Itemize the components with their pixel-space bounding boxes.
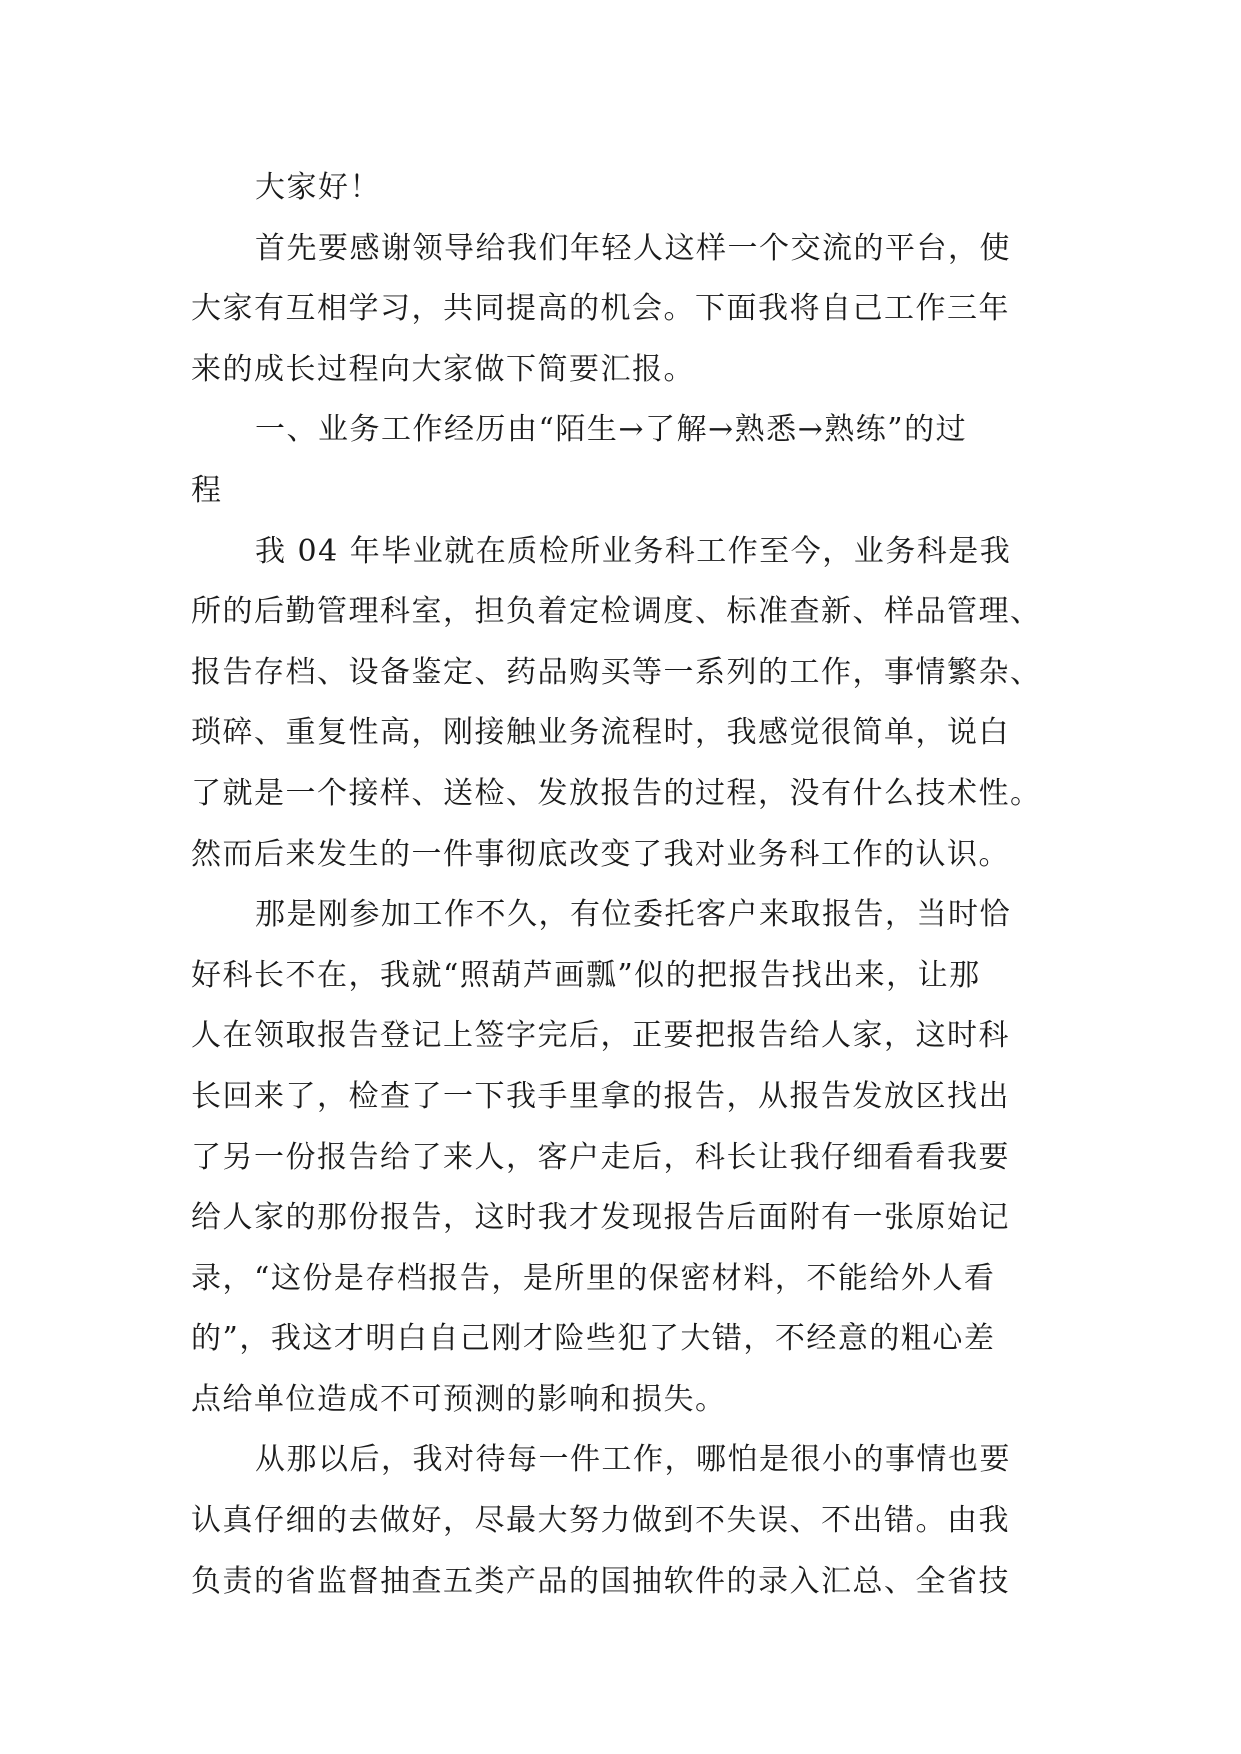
document-body [191, 158, 1051, 1612]
text-line: 负责的省监督抽查五类产品的国抽软件的录入汇总、全省技 [191, 1563, 1010, 1599]
text-line: 所的后勤管理科室，担负着定检调度、标准查新、样品管理、 [191, 594, 1042, 630]
body-paragraph-1 [191, 522, 1051, 886]
text-line: 给人家的那份报告，这时我才发现报告后面附有一张原始记 [191, 1200, 1010, 1236]
text-line: 大家有互相学习，共同提高的机会。下面我将自己工作三年 [191, 291, 1010, 327]
text-line: 的”，我这才明白自己刚才险些犯了大错，不经意的粗心差 [191, 1321, 996, 1357]
text-line: 琐碎、重复性高，刚接触业务流程时，我感觉很简单，说白 [191, 715, 1010, 751]
text-line: 那是刚参加工作不久，有位委托客户来取报告，当时恰 [255, 897, 1011, 933]
greeting-paragraph [191, 158, 1051, 219]
text-line: 大家好！ [255, 170, 381, 205]
text-line: 然而后来发生的一件事彻底改变了我对业务科工作的认识。 [191, 836, 1010, 872]
text-line: 从那以后，我对待每一件工作，哪怕是很小的事情也要 [255, 1442, 1011, 1478]
heading-line: 一、业务工作经历由“陌生→了解→熟悉→熟练”的过 [255, 412, 968, 448]
body-paragraph-2 [191, 885, 1051, 1430]
text-line: 来的成长过程向大家做下简要汇报。 [191, 351, 695, 387]
text-line: 了另一份报告给了来人，客户走后，科长让我仔细看看我要 [191, 1139, 1010, 1175]
text-line: 首先要感谢领导给我们年轻人这样一个交流的平台，使 [255, 230, 1011, 266]
section-heading [191, 400, 1051, 521]
text-line: 点给单位造成不可预测的影响和损失。 [191, 1381, 727, 1417]
text-line: 报告存档、设备鉴定、药品购买等一系列的工作，事情繁杂、 [191, 654, 1042, 690]
text-line: 人在领取报告登记上签字完后，正要把报告给人家，这时科 [191, 1018, 1010, 1054]
text-line: 好科长不在，我就“照葫芦画瓢”似的把报告找出来，让那 [191, 957, 981, 993]
text-line: 长回来了，检查了一下我手里拿的报告，从报告发放区找出 [191, 1078, 1010, 1114]
heading-line: 程 [191, 472, 223, 508]
text-line: 录，“这份是存档报告，是所里的保密材料，不能给外人看 [191, 1260, 996, 1296]
text-line: 我 04 年毕业就在质检所业务科工作至今，业务科是我 [255, 533, 1012, 569]
intro-paragraph [191, 219, 1051, 401]
text-line: 认真仔细的去做好，尽最大努力做到不失误、不出错。由我 [191, 1503, 1010, 1539]
text-line: 了就是一个接样、送检、发放报告的过程，没有什么技术性。 [191, 775, 1042, 811]
body-paragraph-3 [191, 1430, 1051, 1612]
